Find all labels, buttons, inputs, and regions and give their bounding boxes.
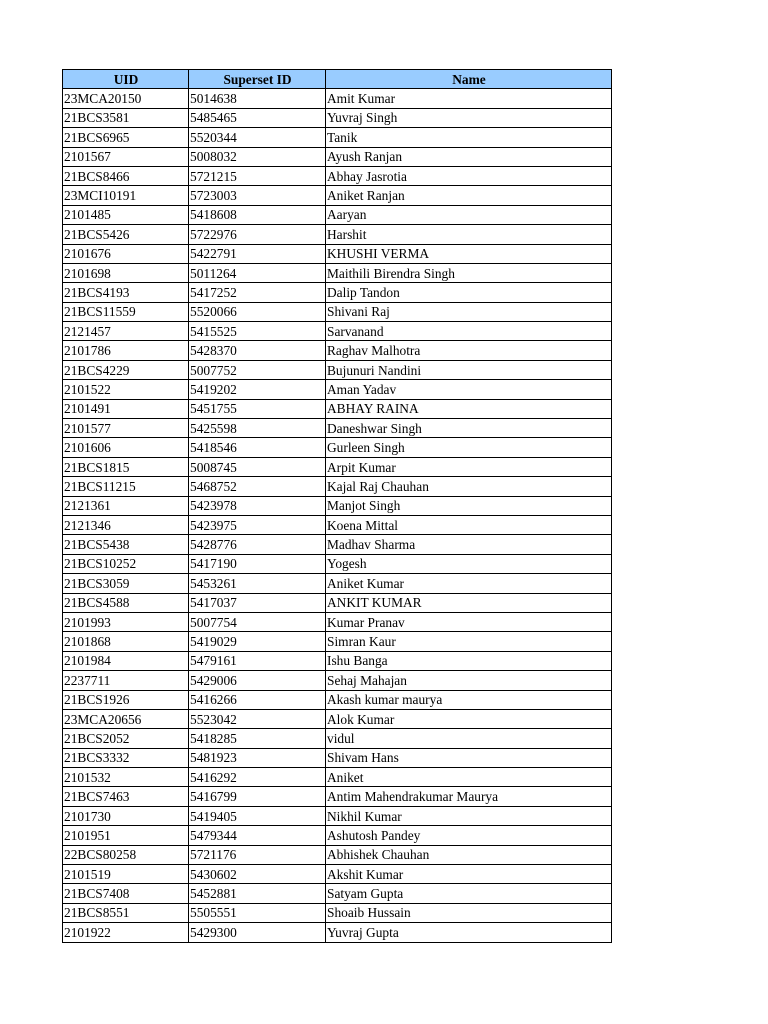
superset-id-cell[interactable]: 5520344 xyxy=(189,128,326,147)
table-row xyxy=(63,457,612,476)
superset-id-cell[interactable]: 5011264 xyxy=(189,263,326,282)
name-cell[interactable]: Madhav Sharma xyxy=(326,535,612,554)
superset-id-cell[interactable]: 5416266 xyxy=(189,690,326,709)
superset-id-cell[interactable]: 5415525 xyxy=(189,322,326,341)
superset-id-cell[interactable]: 5428370 xyxy=(189,341,326,360)
uid-cell[interactable]: 21BCS3332 xyxy=(63,748,189,767)
uid-cell[interactable]: 2101577 xyxy=(63,419,189,438)
table-row xyxy=(63,632,612,651)
name-cell[interactable]: Harshit xyxy=(326,225,612,244)
name-cell[interactable]: Shivam Hans xyxy=(326,748,612,767)
table-row xyxy=(63,302,612,321)
table-row xyxy=(63,884,612,903)
table-row xyxy=(63,380,612,399)
table-row xyxy=(63,865,612,884)
table-row xyxy=(63,748,612,767)
superset-id-cell[interactable]: 5422791 xyxy=(189,244,326,263)
superset-id-cell[interactable]: 5417252 xyxy=(189,283,326,302)
name-cell[interactable]: Aman Yadav xyxy=(326,380,612,399)
uid-cell[interactable]: 21BCS5426 xyxy=(63,225,189,244)
name-cell[interactable]: Manjot Singh xyxy=(326,496,612,515)
name-cell[interactable]: Gurleen Singh xyxy=(326,438,612,457)
superset-id-cell[interactable]: 5418285 xyxy=(189,729,326,748)
name-cell[interactable]: ABHAY RAINA xyxy=(326,399,612,418)
superset-id-cell[interactable]: 5479161 xyxy=(189,651,326,670)
name-cell[interactable]: Dalip Tandon xyxy=(326,283,612,302)
uid-cell[interactable]: 2101606 xyxy=(63,438,189,457)
superset-id-cell[interactable]: 5429300 xyxy=(189,923,326,942)
uid-cell[interactable]: 21BCS8466 xyxy=(63,166,189,185)
table-row xyxy=(63,419,612,438)
table-row xyxy=(63,244,612,263)
uid-cell[interactable]: 21BCS7463 xyxy=(63,787,189,806)
table-row xyxy=(63,690,612,709)
superset-id-cell[interactable]: 5428776 xyxy=(189,535,326,554)
table-row xyxy=(63,903,612,922)
uid-cell[interactable]: 2101676 xyxy=(63,244,189,263)
name-cell[interactable]: Shoaib Hussain xyxy=(326,903,612,922)
name-cell[interactable]: Raghav Malhotra xyxy=(326,341,612,360)
table-row xyxy=(63,768,612,787)
table-row xyxy=(63,593,612,612)
table-body xyxy=(63,89,612,942)
name-cell[interactable]: Alok Kumar xyxy=(326,709,612,728)
name-cell[interactable]: Bujunuri Nandini xyxy=(326,360,612,379)
uid-cell[interactable]: 21BCS3581 xyxy=(63,108,189,127)
superset-id-cell[interactable]: 5520066 xyxy=(189,302,326,321)
table-row xyxy=(63,651,612,670)
superset-id-cell[interactable]: 5418608 xyxy=(189,205,326,224)
uid-cell[interactable]: 21BCS11559 xyxy=(63,302,189,321)
superset-id-cell[interactable]: 5523042 xyxy=(189,709,326,728)
table-row xyxy=(63,108,612,127)
superset-id-cell[interactable]: 5425598 xyxy=(189,419,326,438)
superset-id-cell[interactable]: 5430602 xyxy=(189,865,326,884)
table-row xyxy=(63,787,612,806)
uid-cell[interactable]: 2101993 xyxy=(63,612,189,631)
name-cell[interactable]: Kumar Pranav xyxy=(326,612,612,631)
name-cell[interactable]: Ishu Banga xyxy=(326,651,612,670)
superset-id-cell[interactable]: 5416292 xyxy=(189,768,326,787)
uid-cell[interactable]: 2101532 xyxy=(63,768,189,787)
superset-id-cell[interactable]: 5452881 xyxy=(189,884,326,903)
uid-cell[interactable]: 21BCS7408 xyxy=(63,884,189,903)
uid-cell[interactable]: 21BCS4229 xyxy=(63,360,189,379)
column-header-superset-id[interactable]: Superset ID xyxy=(189,70,326,89)
name-cell[interactable]: Yuvraj Gupta xyxy=(326,923,612,942)
uid-cell[interactable]: 21BCS8551 xyxy=(63,903,189,922)
uid-cell[interactable]: 2101519 xyxy=(63,865,189,884)
name-cell[interactable]: Sarvanand xyxy=(326,322,612,341)
name-cell[interactable]: Abhay Jasrotia xyxy=(326,166,612,185)
uid-cell[interactable]: 21BCS10252 xyxy=(63,554,189,573)
name-cell[interactable]: ANKIT KUMAR xyxy=(326,593,612,612)
uid-cell[interactable]: 21BCS6965 xyxy=(63,128,189,147)
table-row xyxy=(63,729,612,748)
uid-cell[interactable]: 2101786 xyxy=(63,341,189,360)
header-row xyxy=(63,70,612,89)
superset-id-cell[interactable]: 5008032 xyxy=(189,147,326,166)
name-cell[interactable]: Yuvraj Singh xyxy=(326,108,612,127)
column-header-name[interactable]: Name xyxy=(326,70,612,89)
name-cell[interactable]: Nikhil Kumar xyxy=(326,806,612,825)
uid-cell[interactable]: 21BCS4588 xyxy=(63,593,189,612)
superset-id-cell[interactable]: 5423975 xyxy=(189,515,326,534)
table-row xyxy=(63,477,612,496)
table-row xyxy=(63,360,612,379)
name-cell[interactable]: Akash kumar maurya xyxy=(326,690,612,709)
name-cell[interactable]: Antim Mahendrakumar Maurya xyxy=(326,787,612,806)
superset-id-cell[interactable]: 5723003 xyxy=(189,186,326,205)
uid-cell[interactable]: 21BCS1926 xyxy=(63,690,189,709)
uid-cell[interactable]: 2101951 xyxy=(63,826,189,845)
table-row xyxy=(63,205,612,224)
uid-cell[interactable]: 21BCS3059 xyxy=(63,574,189,593)
superset-id-cell[interactable]: 5419405 xyxy=(189,806,326,825)
superset-id-cell[interactable]: 5417190 xyxy=(189,554,326,573)
superset-id-cell[interactable]: 5014638 xyxy=(189,89,326,108)
table-row xyxy=(63,554,612,573)
uid-cell[interactable]: 21BCS4193 xyxy=(63,283,189,302)
name-cell[interactable]: Shivani Raj xyxy=(326,302,612,321)
student-table xyxy=(62,69,612,943)
table-row xyxy=(63,923,612,942)
uid-cell[interactable]: 2101868 xyxy=(63,632,189,651)
name-cell[interactable]: Amit Kumar xyxy=(326,89,612,108)
table-row xyxy=(63,826,612,845)
uid-cell[interactable]: 2101485 xyxy=(63,205,189,224)
uid-cell[interactable]: 2101567 xyxy=(63,147,189,166)
superset-id-cell[interactable]: 5485465 xyxy=(189,108,326,127)
name-cell[interactable]: Abhishek Chauhan xyxy=(326,845,612,864)
uid-cell[interactable]: 2121457 xyxy=(63,322,189,341)
uid-cell[interactable]: 2101698 xyxy=(63,263,189,282)
name-cell[interactable]: KHUSHI VERMA xyxy=(326,244,612,263)
table-row xyxy=(63,496,612,515)
superset-id-cell[interactable]: 5451755 xyxy=(189,399,326,418)
table-row xyxy=(63,612,612,631)
uid-cell[interactable]: 2101984 xyxy=(63,651,189,670)
table-row xyxy=(63,147,612,166)
name-cell[interactable]: Maithili Birendra Singh xyxy=(326,263,612,282)
name-cell[interactable]: Tanik xyxy=(326,128,612,147)
superset-id-cell[interactable]: 5453261 xyxy=(189,574,326,593)
name-cell[interactable]: Daneshwar Singh xyxy=(326,419,612,438)
uid-cell[interactable]: 2101922 xyxy=(63,923,189,942)
superset-id-cell[interactable]: 5468752 xyxy=(189,477,326,496)
superset-id-cell[interactable]: 5007754 xyxy=(189,612,326,631)
table-row xyxy=(63,535,612,554)
uid-cell[interactable]: 2101522 xyxy=(63,380,189,399)
uid-cell[interactable]: 2237711 xyxy=(63,671,189,690)
name-cell[interactable]: Ashutosh Pandey xyxy=(326,826,612,845)
table-row xyxy=(63,399,612,418)
name-cell[interactable]: Simran Kaur xyxy=(326,632,612,651)
column-header-uid[interactable]: UID xyxy=(63,70,189,89)
name-cell[interactable]: Akshit Kumar xyxy=(326,865,612,884)
table-row xyxy=(63,845,612,864)
uid-cell[interactable]: 23MCA20150 xyxy=(63,89,189,108)
table-row xyxy=(63,186,612,205)
name-cell[interactable]: Aaryan xyxy=(326,205,612,224)
uid-cell[interactable]: 23MCI10191 xyxy=(63,186,189,205)
superset-id-cell[interactable]: 5721215 xyxy=(189,166,326,185)
name-cell[interactable]: vidul xyxy=(326,729,612,748)
table-row xyxy=(63,806,612,825)
name-cell[interactable]: Koena Mittal xyxy=(326,515,612,534)
uid-cell[interactable]: 2121361 xyxy=(63,496,189,515)
table-row xyxy=(63,225,612,244)
superset-id-cell[interactable]: 5479344 xyxy=(189,826,326,845)
name-cell[interactable]: Aniket xyxy=(326,768,612,787)
name-cell[interactable]: Ayush Ranjan xyxy=(326,147,612,166)
superset-id-cell[interactable]: 5008745 xyxy=(189,457,326,476)
uid-cell[interactable]: 21BCS2052 xyxy=(63,729,189,748)
uid-cell[interactable]: 21BCS5438 xyxy=(63,535,189,554)
superset-id-cell[interactable]: 5419029 xyxy=(189,632,326,651)
superset-id-cell[interactable]: 5722976 xyxy=(189,225,326,244)
table-row xyxy=(63,515,612,534)
name-cell[interactable]: Sehaj Mahajan xyxy=(326,671,612,690)
name-cell[interactable]: Satyam Gupta xyxy=(326,884,612,903)
uid-cell[interactable]: 21BCS1815 xyxy=(63,457,189,476)
superset-id-cell[interactable]: 5429006 xyxy=(189,671,326,690)
superset-id-cell[interactable]: 5007752 xyxy=(189,360,326,379)
name-cell[interactable]: Arpit Kumar xyxy=(326,457,612,476)
uid-cell[interactable]: 2101730 xyxy=(63,806,189,825)
uid-cell[interactable]: 22BCS80258 xyxy=(63,845,189,864)
table-row xyxy=(63,341,612,360)
superset-id-cell[interactable]: 5505551 xyxy=(189,903,326,922)
superset-id-cell[interactable]: 5481923 xyxy=(189,748,326,767)
uid-cell[interactable]: 23MCA20656 xyxy=(63,709,189,728)
superset-id-cell[interactable]: 5419202 xyxy=(189,380,326,399)
table-row xyxy=(63,89,612,108)
name-cell[interactable]: Kajal Raj Chauhan xyxy=(326,477,612,496)
superset-id-cell[interactable]: 5418546 xyxy=(189,438,326,457)
name-cell[interactable]: Yogesh xyxy=(326,554,612,573)
table-row xyxy=(63,322,612,341)
table-row xyxy=(63,671,612,690)
superset-id-cell[interactable]: 5721176 xyxy=(189,845,326,864)
table-row xyxy=(63,709,612,728)
table-row xyxy=(63,263,612,282)
superset-id-cell[interactable]: 5416799 xyxy=(189,787,326,806)
table-row xyxy=(63,128,612,147)
table-row xyxy=(63,283,612,302)
uid-cell[interactable]: 2101491 xyxy=(63,399,189,418)
superset-id-cell[interactable]: 5417037 xyxy=(189,593,326,612)
table-row xyxy=(63,438,612,457)
superset-id-cell[interactable]: 5423978 xyxy=(189,496,326,515)
table-row xyxy=(63,166,612,185)
uid-cell[interactable]: 2121346 xyxy=(63,515,189,534)
uid-cell[interactable]: 21BCS11215 xyxy=(63,477,189,496)
name-cell[interactable]: Aniket Kumar xyxy=(326,574,612,593)
table-row xyxy=(63,574,612,593)
name-cell[interactable]: Aniket Ranjan xyxy=(326,186,612,205)
